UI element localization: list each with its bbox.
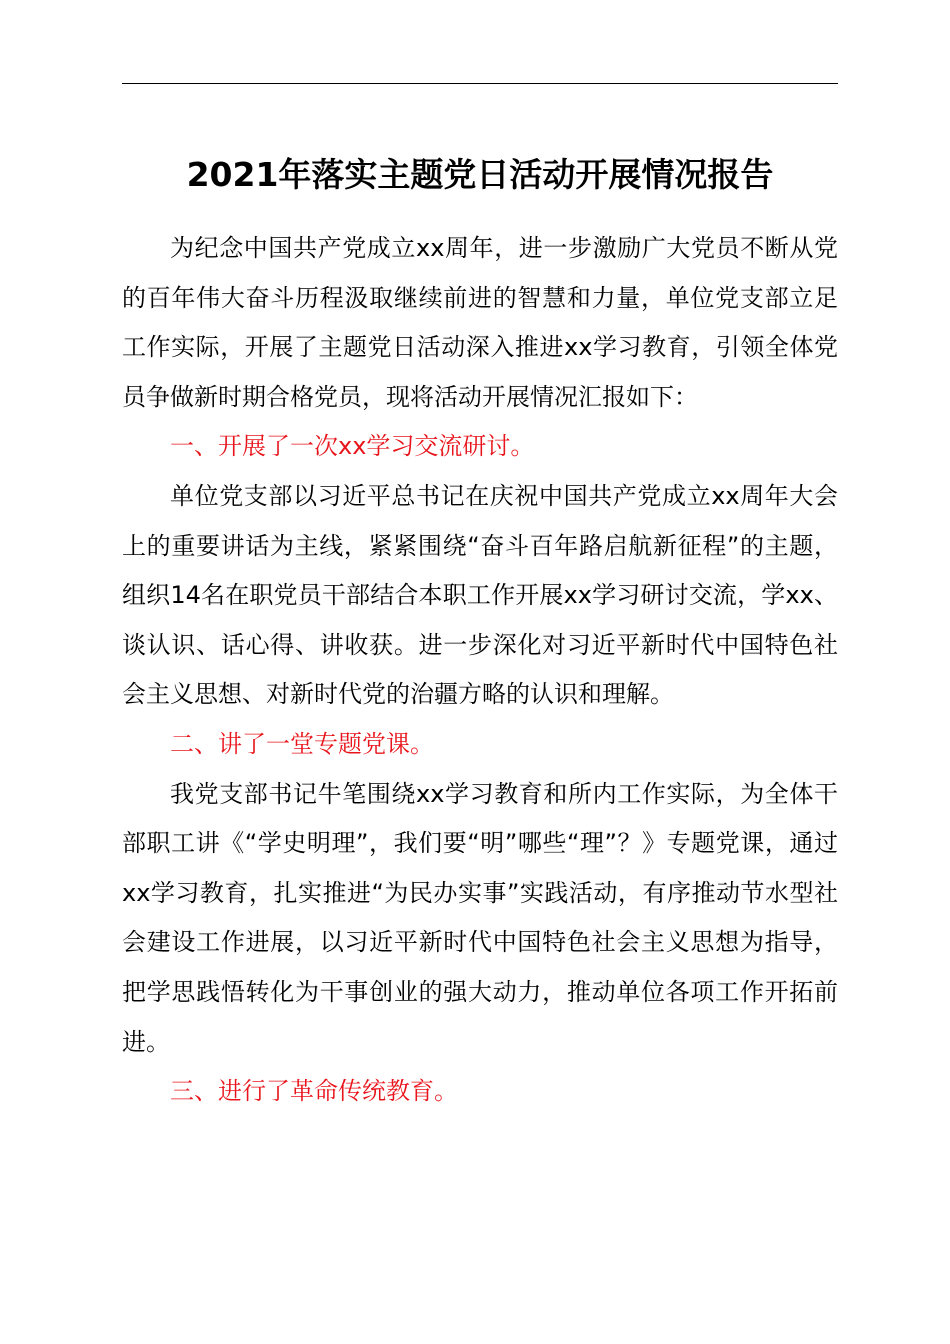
intro-paragraph: 为纪念中国共产党成立xx周年，进一步激励广大党员不断从党的百年伟大奋斗历程汲取继续前进的智慧和力量，单位党支部立足工作实际，开展了主题党日活动深入推进xx学习教育，引领全体党员争做新时期合格党员，现将活动开展情况汇报如下：	[122, 234, 838, 411]
section-heading-3: 三、进行了革命传统教育。	[170, 1077, 458, 1106]
section-heading-2: 二、讲了一堂专题党课。	[170, 729, 434, 758]
section-paragraph-2: 我党支部书记牛笔围绕xx学习教育和所内工作实际，为全体干部职工讲《“学史明理”，我们要“明”哪些“理”？》专题党课，通过xx学习教育，扎实推进“为民办实事”实践活动，有序推动节水型社会建设工作进展，以习近平新时代中国特色社会主义思想为指导，把学思践悟转化为干事创业的强大动力，推动单位各项工作开拓前进。	[122, 779, 838, 1056]
document-body	[122, 224, 838, 1117]
section-heading-1: 一、开展了一次xx学习交流研讨。	[170, 432, 535, 461]
document-title: 2021年落实主题党日活动开展情况报告	[186, 155, 774, 194]
section-paragraph-1: 单位党支部以习近平总书记在庆祝中国共产党成立xx周年大会上的重要讲话为主线，紧紧围绕“奋斗百年路启航新征程”的主题，组织14名在职党员干部结合本职工作开展xx学习研讨交流，学xx、谈认识、话心得、讲收获。进一步深化对习近平新时代中国特色社会主义思想、对新时代党的治疆方略的认识和理解。	[122, 481, 838, 709]
header-rule	[122, 83, 838, 84]
